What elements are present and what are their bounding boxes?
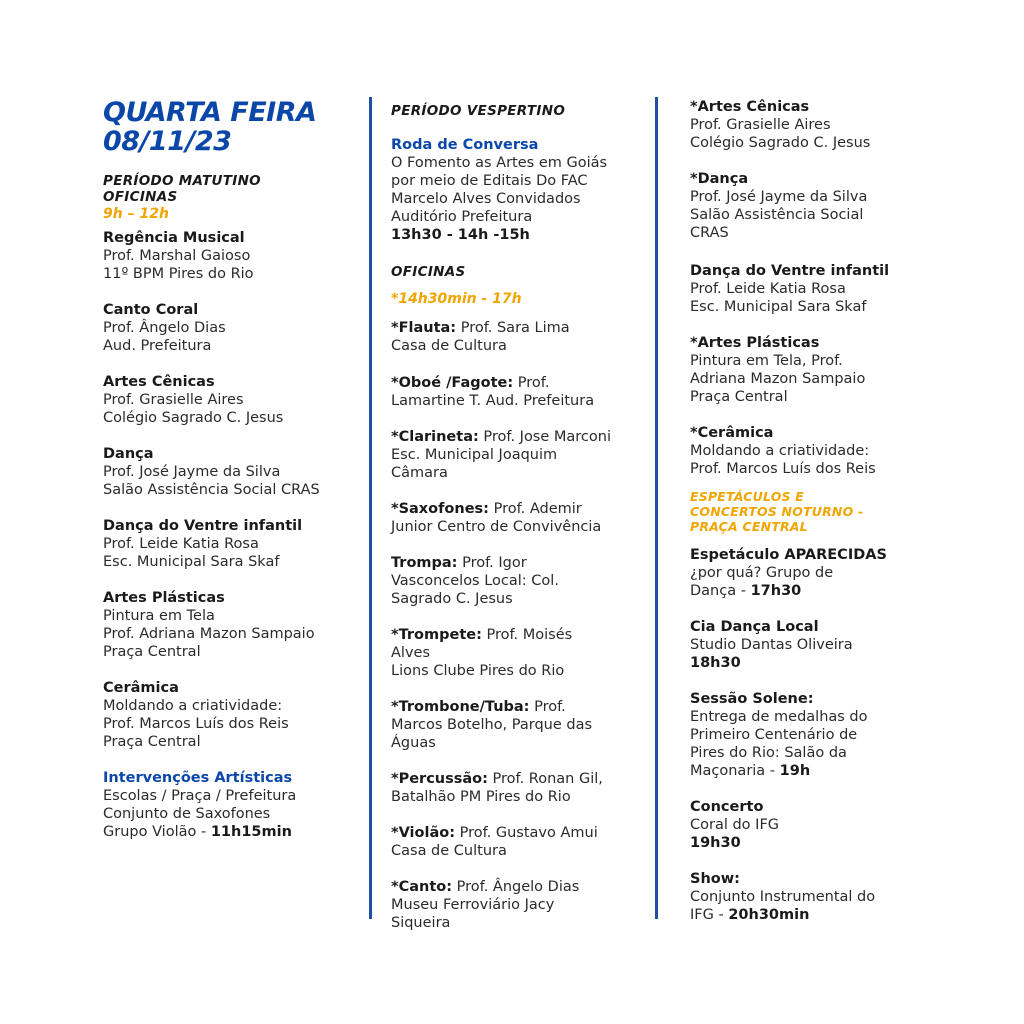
item-line: Esc. Municipal Joaquim [391, 447, 558, 463]
item-line: Museu Ferroviário Jacy [391, 897, 555, 913]
item-violao [391, 824, 653, 860]
event-line [690, 834, 990, 852]
item-danca-ventre-2 [690, 262, 990, 316]
page-title [103, 98, 316, 156]
item-line [391, 626, 653, 644]
item-label: *Violão: [391, 825, 455, 841]
item-line: Prof. José Jayme da Silva [690, 189, 868, 205]
item-label: *Oboé /Fagote: [391, 375, 514, 391]
item-artes-cenicas [103, 373, 365, 427]
event-line: Studio Dantas Oliveira [690, 637, 853, 653]
item-line: Casa de Cultura [391, 843, 507, 859]
item-line-text: Prof. Moisés [481, 627, 573, 643]
item-line [391, 319, 653, 337]
item-title: Artes Cênicas [103, 374, 215, 390]
item-oboe-fagote [391, 374, 653, 410]
title-day: QUARTA FEIRA [103, 97, 317, 128]
item-line-text: Prof. [529, 699, 566, 715]
item-line-text: Prof. [513, 375, 550, 391]
item-ceramica-2 [690, 424, 990, 478]
item-line: CRAS [690, 225, 729, 241]
event-line: Pires do Rio: Salão da [690, 745, 847, 761]
oficinas-time: *14h30min - 17h [391, 291, 522, 307]
item-title: Canto Coral [103, 302, 199, 318]
heading-line: PRAÇA CENTRAL [690, 519, 808, 534]
item-line: Esc. Municipal Sara Skaf [103, 554, 280, 570]
item-line: 11º BPM Pires do Rio [103, 266, 254, 282]
item-intervencoes [103, 769, 365, 841]
morning-time: 9h – 12h [103, 206, 169, 222]
item-line: Vasconcelos Local: Col. [391, 573, 559, 589]
item-line-text: Prof. Igor [457, 555, 527, 571]
event-line: Conjunto Instrumental do [690, 889, 876, 905]
event-line-text: IFG - [690, 907, 729, 923]
event-time: 18h30 [690, 655, 741, 671]
event-show [690, 870, 990, 924]
item-line: Lamartine T. Aud. Prefeitura [391, 393, 595, 409]
item-label: *Trombone/Tuba: [391, 699, 530, 715]
item-line: Salão Assistência Social CRAS [103, 482, 320, 498]
item-title: *Cerâmica [690, 425, 774, 441]
item-title: Regência Musical [103, 230, 245, 246]
item-line-text: Prof. Gustavo Amui [455, 825, 598, 841]
event-cia-danca [690, 618, 990, 672]
item-canto-coral [103, 301, 365, 355]
item-title: Cerâmica [103, 680, 179, 696]
event-title: Espetáculo APARECIDAS [690, 547, 887, 563]
item-line: Praça Central [103, 644, 201, 660]
event-time: 17h30 [750, 583, 802, 599]
event-title: Sessão Solene: [690, 691, 814, 707]
item-line: Adriana Mazon Sampaio [690, 371, 866, 387]
event-aparecidas [690, 546, 990, 600]
item-danca [103, 445, 365, 499]
item-line: Sagrado C. Jesus [391, 591, 513, 607]
item-danca-2 [690, 170, 990, 242]
item-line: Batalhão PM Pires do Rio [391, 789, 571, 805]
item-line: Prof. Grasielle Aires [103, 392, 244, 408]
event-line-text: Dança - [690, 583, 751, 599]
item-percussao [391, 770, 653, 806]
item-line: Casa de Cultura [391, 338, 507, 354]
item-line: Praça Central [690, 389, 788, 405]
item-label: Trompa: [391, 555, 458, 571]
item-trompa [391, 554, 653, 608]
item-artes-plasticas [103, 589, 365, 661]
item-artes-plasticas-2 [690, 334, 990, 406]
item-line: Auditório Prefeitura [391, 209, 533, 225]
column-divider-left [369, 97, 372, 919]
item-title: Intervenções Artísticas [103, 770, 293, 786]
event-sessao-solene [690, 690, 990, 780]
item-clarineta [391, 428, 653, 482]
item-roda-conversa [391, 136, 653, 244]
item-canto [391, 878, 653, 932]
event-title: Cia Dança Local [690, 619, 819, 635]
item-title: *Artes Cênicas [690, 99, 810, 115]
item-label: *Canto: [391, 879, 453, 895]
item-line [391, 554, 653, 572]
item-line [391, 878, 653, 896]
item-line: Alves [391, 645, 431, 661]
item-line: Prof. Marcos Luís dos Reis [690, 461, 876, 477]
item-line: Conjunto de Saxofones [103, 806, 271, 822]
item-line: Salão Assistência Social [690, 207, 864, 223]
item-label: *Saxofones: [391, 501, 489, 517]
event-title: Concerto [690, 799, 764, 815]
heading-line: ESPETÁCULOS E [690, 489, 805, 504]
item-saxofones [391, 500, 653, 536]
item-line-text: Grupo Violão - [103, 824, 211, 840]
oficinas-label: OFICINAS [103, 189, 178, 205]
item-trombone-tuba [391, 698, 653, 752]
event-title: Show: [690, 871, 740, 887]
item-line: Colégio Sagrado C. Jesus [103, 410, 284, 426]
item-line: Prof. Grasielle Aires [690, 117, 831, 133]
item-line: Praça Central [103, 734, 201, 750]
event-time: 19h [779, 763, 811, 779]
item-title: Dança [103, 446, 154, 462]
item-line-text: Prof. Ângelo Dias [452, 879, 580, 895]
item-line: Siqueira [391, 915, 451, 931]
item-line: Marcos Botelho, Parque das [391, 717, 593, 733]
item-label: *Flauta: [391, 320, 457, 336]
item-line [391, 824, 653, 842]
item-line: Prof. Marcos Luís dos Reis [103, 716, 289, 732]
item-title: Roda de Conversa [391, 137, 539, 153]
heading-line: CONCERTOS NOTURNO - [690, 504, 864, 519]
item-line [391, 770, 653, 788]
oficinas-heading: OFICINAS [391, 264, 466, 280]
item-line: por meio de Editais Do FAC [391, 173, 588, 189]
event-line [690, 654, 990, 672]
item-trompete [391, 626, 653, 680]
item-line: Moldando a criatividade: [690, 443, 870, 459]
event-line [690, 762, 990, 780]
item-line: Escolas / Praça / Prefeitura [103, 788, 297, 804]
period-label: PERÍODO MATUTINO [103, 173, 261, 189]
item-line [391, 500, 653, 518]
item-title: Dança do Ventre infantil [103, 518, 303, 534]
item-time: 11h15min [210, 824, 292, 840]
item-title: Artes Plásticas [103, 590, 225, 606]
item-line: Prof. José Jayme da Silva [103, 464, 281, 480]
item-line: Colégio Sagrado C. Jesus [690, 135, 871, 151]
espetaculos-heading [690, 489, 863, 534]
item-flauta [391, 319, 653, 355]
item-line: Câmara [391, 465, 448, 481]
item-label: *Trompete: [391, 627, 482, 643]
item-line: Marcelo Alves Convidados [391, 191, 581, 207]
item-line: Prof. Ângelo Dias [103, 320, 226, 336]
item-line: Pintura em Tela [103, 608, 215, 624]
event-time: 20h30min [728, 907, 810, 923]
item-line: Esc. Municipal Sara Skaf [690, 299, 867, 315]
event-line-text: Maçonaria - [690, 763, 780, 779]
item-line-text: Prof. Sara Lima [456, 320, 570, 336]
item-line [391, 698, 653, 716]
item-line [391, 428, 653, 446]
item-line-text: Prof. Jose Marconi [478, 429, 611, 445]
item-line: Prof. Leide Katia Rosa [103, 536, 259, 552]
item-line: Prof. Leide Katia Rosa [690, 281, 846, 297]
item-line [103, 823, 365, 841]
item-line: Junior Centro de Convivência [391, 519, 602, 535]
item-regencia [103, 229, 365, 283]
item-line [391, 374, 653, 392]
item-line: Pintura em Tela, Prof. [690, 353, 843, 369]
item-label: *Percussão: [391, 771, 488, 787]
item-line: Lions Clube Pires do Rio [391, 663, 565, 679]
item-line: O Fomento as Artes em Goiás [391, 155, 608, 171]
event-line: Coral do IFG [690, 817, 780, 833]
afternoon-period-heading: PERÍODO VESPERTINO [391, 103, 566, 119]
item-line-text: Prof. Ronan Gil, [487, 771, 603, 787]
event-line [690, 582, 990, 600]
event-time: 19h30 [690, 835, 741, 851]
item-line: Prof. Marshal Gaioso [103, 248, 251, 264]
event-line [690, 906, 990, 924]
item-label: *Clarineta: [391, 429, 479, 445]
item-line: Águas [391, 735, 436, 751]
item-line-text: Prof. Ademir [488, 501, 582, 517]
item-title: Dança do Ventre infantil [690, 263, 890, 279]
event-line: ¿por quá? Grupo de [690, 565, 834, 581]
item-line: Prof. Adriana Mazon Sampaio [103, 626, 315, 642]
morning-period-heading [103, 173, 261, 205]
item-line: Moldando a criatividade: [103, 698, 283, 714]
column-divider-right [655, 97, 658, 919]
event-line: Entrega de medalhas do [690, 709, 868, 725]
item-danca-ventre [103, 517, 365, 571]
title-date: 08/11/23 [103, 126, 232, 157]
event-concerto [690, 798, 990, 852]
item-title: *Artes Plásticas [690, 335, 820, 351]
item-artes-cenicas-2 [690, 98, 990, 152]
item-line: Aud. Prefeitura [103, 338, 212, 354]
event-line: Primeiro Centenário de [690, 727, 858, 743]
item-title: *Dança [690, 171, 749, 187]
item-ceramica [103, 679, 365, 751]
item-time: 13h30 - 14h -15h [391, 227, 530, 243]
